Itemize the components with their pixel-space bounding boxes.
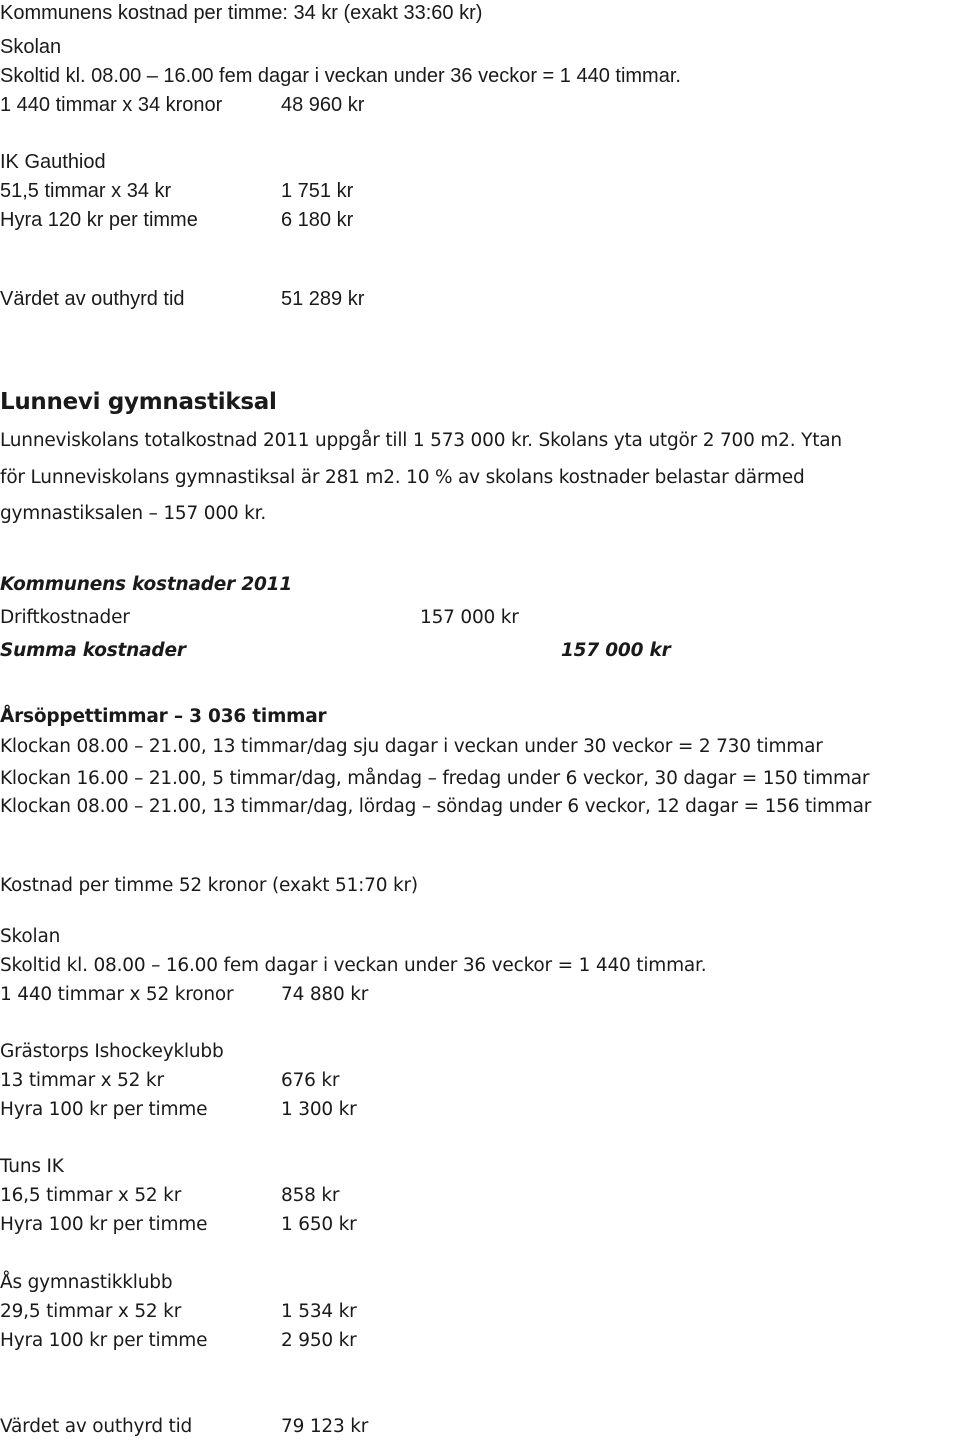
open-hours-line-1: Klockan 08.00 – 21.00, 13 timmar/dag sju dagar i veckan under 30 veckor = 2 730 timmar	[0, 736, 823, 757]
club-rent-value: 1 650 kr	[281, 1214, 357, 1235]
summa-value: 157 000 kr	[561, 640, 671, 661]
club-hours-label: 16,5 timmar x 52 kr	[0, 1185, 182, 1206]
costs-heading: Kommunens kostnader 2011	[0, 574, 293, 595]
cost-per-hour-line-2: Kostnad per timme 52 kronor (exakt 51:70 kr)	[0, 875, 418, 896]
outhyrd-value-label-2: Värdet av outhyrd tid	[0, 1416, 193, 1437]
club-hours-value: 676 kr	[281, 1070, 340, 1091]
club-hours-label: 51,5 timmar x 34 kr	[0, 180, 172, 202]
club-rent-label: Hyra 120 kr per timme	[0, 209, 198, 231]
calc-label-2: 1 440 timmar x 52 kronor	[0, 984, 234, 1005]
open-hours-line-2: Klockan 16.00 – 21.00, 5 timmar/dag, måndag – fredag under 6 veckor, 30 dagar = 150 timmar	[0, 768, 870, 789]
open-hours-heading: Årsöppettimmar – 3 036 timmar	[0, 706, 327, 727]
club-rent-label: Hyra 100 kr per timme	[0, 1099, 208, 1120]
club-hours-value: 1 534 kr	[281, 1301, 357, 1322]
club-rent-value: 2 950 kr	[281, 1330, 357, 1351]
outhyrd-value-amount-2: 79 123 kr	[281, 1416, 369, 1437]
club-rent-value: 1 300 kr	[281, 1099, 357, 1120]
section-heading: Lunnevi gymnastiksal	[0, 389, 277, 415]
skoltid-line: Skoltid kl. 08.00 – 16.00 fem dagar i veckan under 36 veckor = 1 440 timmar.	[0, 65, 681, 87]
outhyrd-value-label: Värdet av outhyrd tid	[0, 288, 185, 310]
club-hours-label: 13 timmar x 52 kr	[0, 1070, 164, 1091]
calc-label: 1 440 timmar x 34 kronor	[0, 94, 223, 116]
club-hours-label: 29,5 timmar x 52 kr	[0, 1301, 182, 1322]
skolan-label-2: Skolan	[0, 926, 61, 947]
skoltid-line-2: Skoltid kl. 08.00 – 16.00 fem dagar i veckan under 36 veckor = 1 440 timmar.	[0, 955, 707, 976]
calc-value-2: 74 880 kr	[281, 984, 369, 1005]
paragraph-line-1: Lunneviskolans totalkostnad 2011 uppgår till 1 573 000 kr. Skolans yta utgör 2 700 m2. Ytan	[0, 430, 842, 451]
skolan-label: Skolan	[0, 36, 62, 58]
club-rent-label: Hyra 100 kr per timme	[0, 1214, 208, 1235]
cost-per-hour-line: Kommunens kostnad per timme: 34 kr (exakt 33:60 kr)	[0, 2, 483, 24]
club-hours-value: 1 751 kr	[281, 180, 354, 202]
club-rent-label: Hyra 100 kr per timme	[0, 1330, 208, 1351]
club-name: Tuns IK	[0, 1156, 64, 1177]
paragraph-line-3: gymnastiksalen – 157 000 kr.	[0, 503, 267, 524]
calc-value: 48 960 kr	[281, 94, 365, 116]
club-rent-value: 6 180 kr	[281, 209, 354, 231]
summa-label: Summa kostnader	[0, 640, 186, 661]
paragraph-line-2: för Lunneviskolans gymnastiksal är 281 m2. 10 % av skolans kostnader belastar därmed	[0, 467, 805, 488]
club-name: Ås gymnastikklubb	[0, 1272, 173, 1293]
club-hours-value: 858 kr	[281, 1185, 340, 1206]
outhyrd-value-amount: 51 289 kr	[281, 288, 365, 310]
drift-label: Driftkostnader	[0, 607, 130, 628]
club-name: Grästorps Ishockeyklubb	[0, 1041, 224, 1062]
drift-value: 157 000 kr	[420, 607, 519, 628]
open-hours-line-3: Klockan 08.00 – 21.00, 13 timmar/dag, lördag – söndag under 6 veckor, 12 dagar = 156 timmar	[0, 796, 872, 817]
club-name: IK Gauthiod	[0, 151, 106, 173]
